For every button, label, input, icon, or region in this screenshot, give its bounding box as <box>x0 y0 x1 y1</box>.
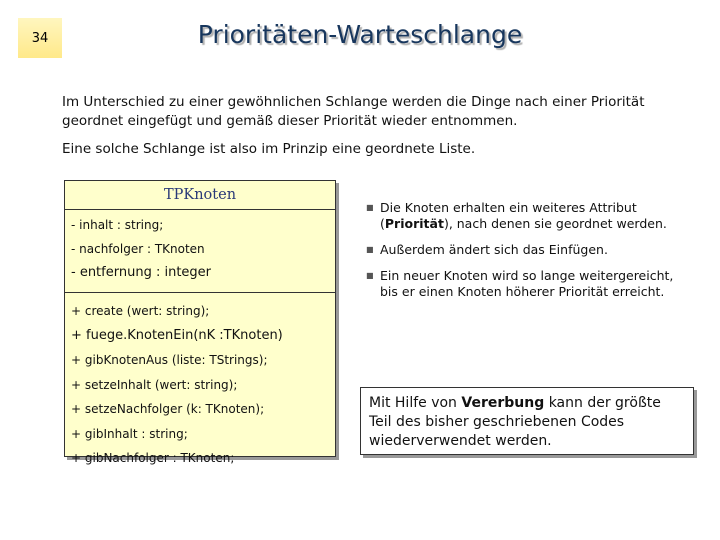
slide-title: Prioritäten-Warteschlange <box>197 20 523 49</box>
bullet-square-icon: ■ <box>366 245 374 254</box>
intro-line-1: Im Unterschied zu einer gewöhnlichen Schlange werden die Dinge nach einer Priorität <box>62 94 645 110</box>
uml-operation: + fuege.KnotenEin(nK :TKnoten) <box>71 327 283 343</box>
page-number <box>18 18 62 58</box>
bullet-text-line2: bis er einen Knoten höherer Priorität erreicht. <box>380 284 665 299</box>
uml-attributes <box>65 210 335 293</box>
note-line-2: Teil des bisher geschriebenen Codes <box>369 414 625 430</box>
uml-attribute: - entfernung : integer <box>71 265 212 280</box>
uml-operation: + setzeInhalt (wert: string); <box>71 377 238 392</box>
note-line-1 <box>369 394 685 413</box>
note-text: Mit Hilfe von <box>369 395 462 411</box>
uml-operations <box>65 293 335 471</box>
intro-line-3: Eine solche Schlange ist also im Prinzip eine geordnete Liste. <box>62 141 476 157</box>
bullet-square-icon: ■ <box>366 271 374 280</box>
bullet-bold-term: Priorität <box>384 216 444 231</box>
note-box <box>360 387 694 455</box>
uml-operation: + setzeNachfolger (k: TKnoten); <box>71 402 265 416</box>
bullet-square-icon: ■ <box>366 203 374 212</box>
note-line-3: wiederverwendet werden. <box>369 433 552 449</box>
bullet-text: Die Knoten erhalten ein weiteres Attribut <box>380 200 637 215</box>
note-bold-term: Vererbung <box>461 395 545 411</box>
bullet-text: Ein neuer Knoten wird so lange weitergereicht, <box>380 268 674 283</box>
bullet-text-part: ), nach denen sie geordnet werden. <box>443 216 667 231</box>
uml-operation: + create (wert: string); <box>71 304 210 318</box>
uml-class-name: TPKnoten <box>65 181 335 210</box>
uml-class-box <box>64 180 336 465</box>
bullet-item <box>366 200 706 232</box>
uml-attribute: - inhalt : string; <box>71 218 164 232</box>
intro-line-2: geordnet eingefügt und gemäß dieser Priorität wieder entnommen. <box>62 113 518 129</box>
bullet-text-line2 <box>380 216 667 232</box>
bullet-text-part: ( <box>380 216 385 231</box>
bullet-text: Außerdem ändert sich das Einfügen. <box>380 242 608 257</box>
page-number-text: 34 <box>31 30 49 46</box>
uml-operation: + gibInhalt : string; <box>71 426 188 441</box>
bullet-item <box>366 242 706 258</box>
bullet-item <box>366 268 706 300</box>
uml-operation: + gibKnotenAus (liste: TStrings); <box>71 353 268 367</box>
intro-paragraph <box>62 93 702 131</box>
uml-operation: + gibNachfolger : TKnoten; <box>71 451 235 465</box>
uml-attribute: - nachfolger : TKnoten <box>71 242 205 256</box>
bullet-list <box>366 200 706 310</box>
note-text: kann der größte <box>544 395 661 411</box>
